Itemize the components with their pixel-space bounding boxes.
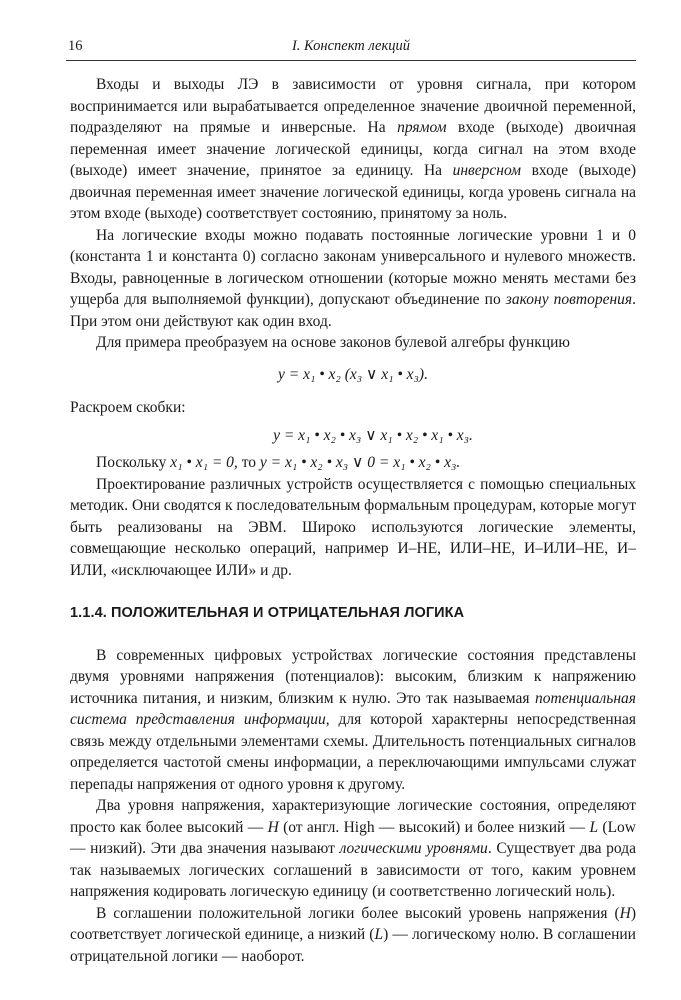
- section-title: I. Конспект лекций: [291, 38, 411, 54]
- paragraph-design: Проектирование различных устройств осуществляется с помощью специальных методик. Они сводятся к последовательным формальным процедурам, которые могут быть реализованы на ЭВМ. Широко используются логические элементы, совмещающие несколько операций, например И–НЕ, ИЛИ–НЕ, И–ИЛИ–НЕ, И–ИЛИ, «исключающее ИЛИ» и др.: [70, 475, 636, 579]
- paragraph-open-brackets: Раскроем скобки:: [70, 399, 186, 416]
- emphasis: H: [619, 904, 631, 922]
- text: ) — логическому нолю. В соглашении отрицательной логики — наоборот.: [70, 926, 636, 965]
- inline-formula: x₁ • x₁ = 0,: [170, 454, 238, 471]
- text: входе (выходе) двоичная переменная имеет значение логической единицы, когда сигнал на этом входе (выходе) имеет значение, принятое за единицу. На: [70, 119, 636, 179]
- inline-formula: y = x₁ • x₂ • x₃ ∨ 0 = x₁ • x₂ • x₃.: [259, 454, 461, 471]
- emphasis: L: [374, 926, 384, 943]
- text: Поскольку: [96, 454, 171, 471]
- text: . Существует два рода так называемых логических соглашений в зависимости от того, каким уровнем напряжения кодировать логическую единицу (и соответственно логический ноль).: [70, 840, 636, 900]
- text: (от англ. High — высокий) и более низкий —: [278, 818, 590, 836]
- text: ) соответствует логической единице, а низкий (: [70, 904, 636, 943]
- paragraph-constants: [70, 225, 636, 333]
- page-body: [70, 74, 636, 967]
- text: входе (выходе) двоичная переменная имеет значение логической единицы, когда уровень сигнала на этом входе (выходе) соответствует состоянию, принятому за ноль.: [70, 162, 636, 222]
- emphasis: инверсном: [452, 162, 522, 179]
- paragraph-since: [70, 452, 636, 474]
- text: , для которой характерны непосредственная связь между отдельными элементами схемы. Длительность потенциальных сигналов определяется частотой смены информации, а переключающими импульсами служат перепады напряжения от одного уровня к другому.: [70, 711, 636, 793]
- paragraph-voltage-levels: [70, 795, 636, 903]
- emphasis: L: [589, 818, 599, 836]
- formula-function: y = x₁ • x₂ (x₃ ∨ x₁ • x₃).: [278, 365, 428, 383]
- emphasis: прямом: [397, 119, 447, 136]
- text: Входы и выходы ЛЭ в зависимости от уровня сигнала, при котором воспринимается или вырабатывается определенное значение двоичной переменной, подразделяют на прямые и инверсные. На: [70, 76, 636, 136]
- text: В соглашении положительной логики более высокий уровень напряжения (: [96, 904, 620, 922]
- paragraph-potential-system: [70, 645, 636, 796]
- emphasis: потенциальная система представления информации: [70, 689, 636, 728]
- emphasis: логическими уровнями: [339, 840, 488, 857]
- text: то: [237, 454, 260, 471]
- emphasis: H: [267, 818, 279, 836]
- paragraph-example-intro: Для примера преобразуем на основе законов булевой алгебры функцию: [96, 334, 570, 351]
- emphasis: закону повторения: [505, 291, 633, 308]
- text: (Low — низкий). Эти два значения называют: [70, 818, 636, 857]
- paragraph-positive-logic: [70, 903, 636, 968]
- subsection-title: 1.1.4. ПОЛОЖИТЕЛЬНАЯ И ОТРИЦАТЕЛЬНАЯ ЛОГИКА: [70, 605, 465, 621]
- text: На логические входы можно подавать постоянные логические уровни 1 и 0 (константа 1 и константа 0) согласно законам универсального и нулевого множеств. Входы, равноценные в логическом отношении (которые можно менять местами без ущерба для выполняемой функции), допускают объединение по: [70, 226, 636, 308]
- text: В современных цифровых устройствах логические состояния представлены двумя уровнями напряжения (потенциалов): высоким, близким к напряжению источника питания, и низким, близким к нулю. Это так называемая: [70, 646, 636, 707]
- running-head: [66, 38, 636, 61]
- page-number: 16: [68, 38, 83, 54]
- paragraph-inputs-outputs: [70, 74, 636, 225]
- text: Два уровня напряжения, характеризующие логические состояния, определяют просто как более высокий —: [70, 797, 636, 836]
- formula-expanded: y = x₁ • x₂ • x₃ ∨ x₁ • x₂ • x₁ • x₃.: [273, 426, 473, 444]
- text: . При этом они действуют как один вход.: [70, 291, 636, 330]
